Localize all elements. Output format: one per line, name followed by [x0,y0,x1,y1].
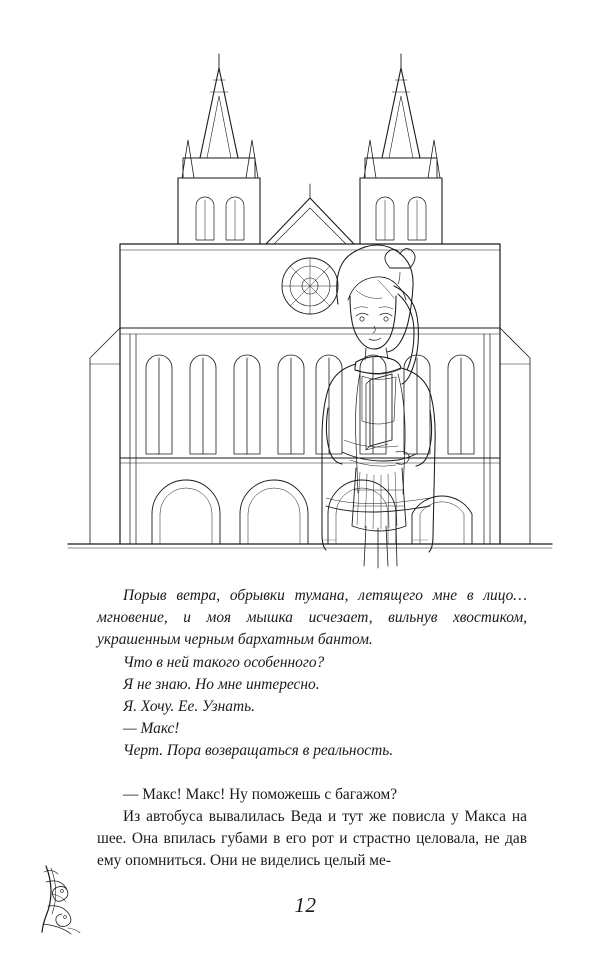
paragraph-7-dialogue: — Макс! Макс! Ну поможешь с багажом? [123,785,398,803]
paragraph-4: Я. Хочу. Ее. Узнать. [123,698,255,716]
girl-with-book-in-front-of-gothic-cathedral-illustration [60,28,560,573]
section-break [97,763,527,784]
paragraph-8: Из автобуса вывалилась Веда и тут же повисла у Макса на шее. Она впилась губами в его рот и страстно целовала, не дав ему опомниться. Они не виделись целый ме- [97,807,527,870]
paragraph-5-dialogue: — Макс! [123,720,180,738]
page-number: 12 [294,893,317,917]
page-text-body [97,585,527,872]
paragraph-6: Черт. Пора возвращаться в реальность. [123,742,394,760]
paragraph-2: Что в ней такого особенного? [123,653,325,671]
paragraph-1: Порыв ветра, обрывки тумана, летящего мне в лицо… мгновение, и моя мышка исчезает, вильнув хвостиком, украшенным черным бархатным бантом. [97,587,527,649]
paragraph-3: Я не знаю. Но мне интересно. [123,675,320,693]
